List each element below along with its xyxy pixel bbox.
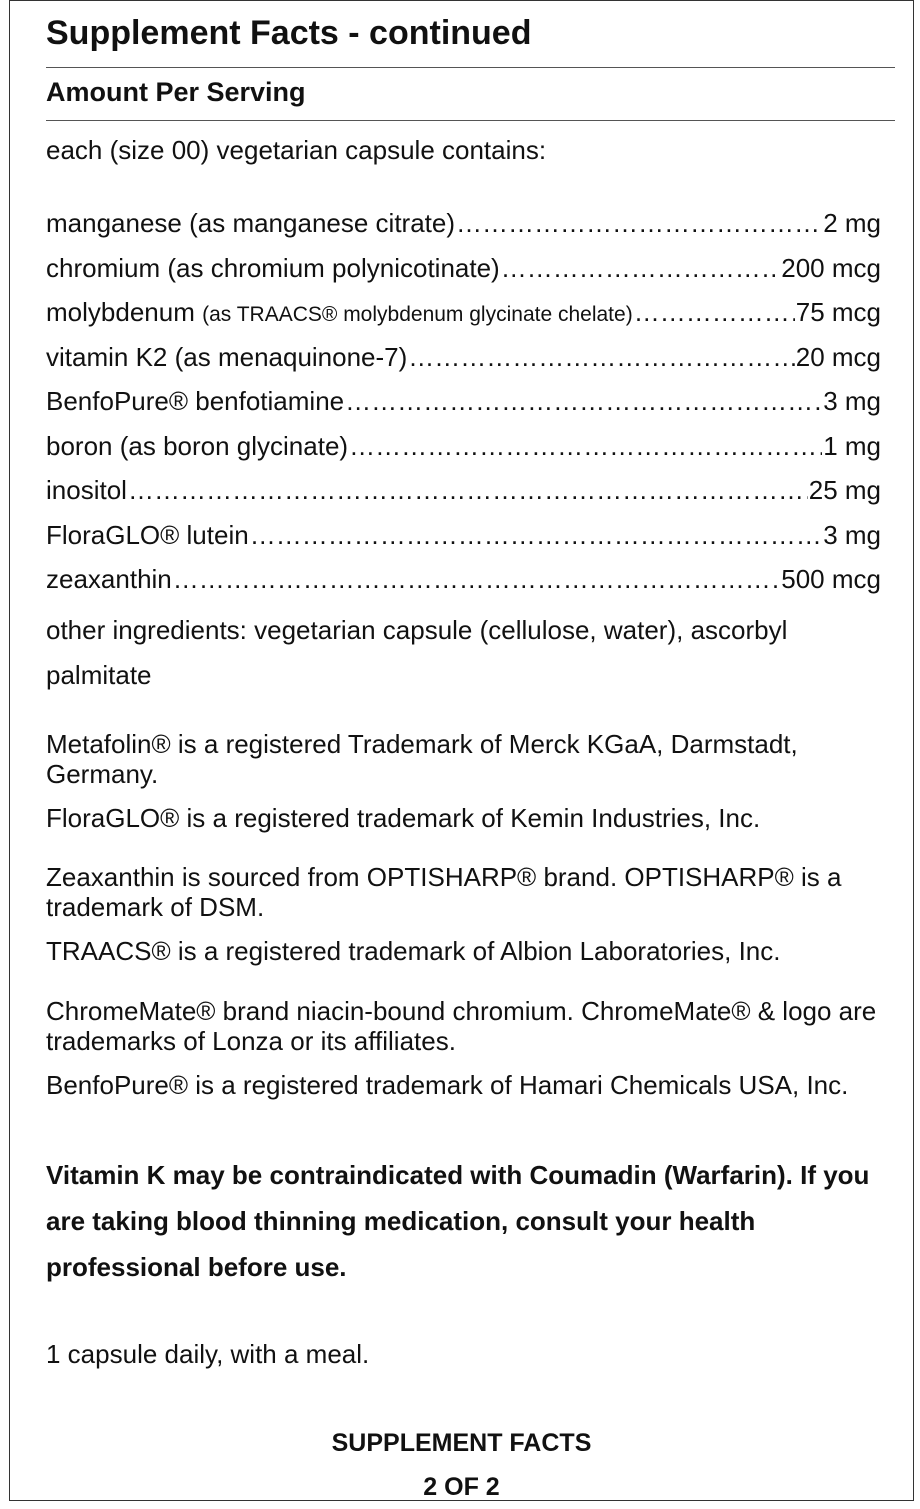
- ingredient-name: inositol: [46, 475, 127, 505]
- leader-dots: [345, 386, 822, 417]
- dosage-directions: 1 capsule daily, with a meal.: [46, 1339, 370, 1369]
- leader-dots: [408, 342, 794, 373]
- ingredient-name: molybdenum (as TRAACS® molybdenum glycinate chelate): [46, 297, 633, 327]
- trademark-note-floraglo: FloraGLO® is a registered trademark of Kemin Industries, Inc.: [46, 803, 761, 833]
- divider-top: [46, 67, 895, 68]
- page-indicator: 2 OF 2: [423, 1473, 500, 1501]
- ingredient-row-chromium: [46, 253, 881, 285]
- ingredient-amount: 500 mcg: [781, 564, 881, 594]
- ingredient-amount: 3 mg: [823, 520, 881, 550]
- ingredient-row-vitamin-k2: [46, 342, 881, 374]
- divider-amount: [46, 120, 895, 121]
- vitamin-k-warning: Vitamin K may be contraindicated with Coumadin (Warfarin). If you are taking blood thinning medication, consult your health professional before use.: [46, 1160, 870, 1282]
- other-ingredients: other ingredients: vegetarian capsule (cellulose, water), ascorbyl palmitate: [46, 615, 788, 690]
- ingredient-row-lutein: [46, 520, 881, 552]
- ingredient-name: boron (as boron glycinate): [46, 431, 349, 461]
- leader-dots: [128, 475, 808, 506]
- ingredient-amount: 1 mg: [823, 431, 881, 461]
- ingredient-amount: 25 mg: [808, 475, 881, 505]
- leader-dots: [456, 208, 822, 239]
- ingredient-name: FloraGLO® lutein: [46, 520, 249, 550]
- trademark-note-benfopure: BenfoPure® is a registered trademark of Hamari Chemicals USA, Inc.: [46, 1070, 849, 1100]
- ingredient-amount: 200 mcg: [781, 253, 881, 283]
- ingredient-row-zeaxanthin: [46, 564, 881, 596]
- panel-title: Supplement Facts - continued: [46, 14, 532, 52]
- trademark-note-optisharp: Zeaxanthin is sourced from OPTISHARP® brand. OPTISHARP® is a trademark of DSM.: [46, 862, 842, 922]
- ingredient-name: BenfoPure® benfotiamine: [46, 386, 345, 416]
- leader-dots: [349, 431, 822, 462]
- ingredient-amount: 75 mcg: [795, 297, 881, 327]
- ingredient-source-detail: (as TRAACS® molybdenum glycinate chelate): [202, 303, 633, 326]
- ingredient-name: chromium (as chromium polynicotinate): [46, 253, 500, 283]
- ingredient-amount: 3 mg: [823, 386, 881, 416]
- amount-per-serving-heading: Amount Per Serving: [46, 77, 306, 107]
- trademark-note-chromemate: ChromeMate® brand niacin-bound chromium. ChromeMate® & logo are trademarks of Lonza or its affiliates.: [46, 996, 877, 1056]
- leader-dots: [634, 297, 795, 328]
- ingredient-name: zeaxanthin: [46, 564, 172, 594]
- ingredient-row-benfotiamine: [46, 386, 881, 418]
- ingredient-row-manganese: [46, 208, 881, 240]
- trademark-note-traacs: TRAACS® is a registered trademark of Albion Laboratories, Inc.: [46, 936, 781, 966]
- footer-label: SUPPLEMENT FACTS: [331, 1429, 592, 1457]
- ingredient-amount: 2 mg: [823, 208, 881, 238]
- trademark-note-metafolin: Metafolin® is a registered Trademark of Merck KGaA, Darmstadt, Germany.: [46, 729, 798, 789]
- ingredient-name: vitamin K2 (as menaquinone-7): [46, 342, 408, 372]
- ingredient-row-inositol: [46, 475, 881, 507]
- capsule-contents-note: each (size 00) vegetarian capsule contains:: [46, 135, 547, 165]
- ingredient-name: manganese (as manganese citrate): [46, 208, 456, 238]
- ingredient-row-boron: [46, 431, 881, 463]
- leader-dots: [250, 520, 823, 551]
- ingredient-amount: 20 mcg: [795, 342, 881, 372]
- leader-dots: [173, 564, 781, 595]
- leader-dots: [501, 253, 781, 284]
- ingredient-row-molybdenum: [46, 297, 881, 329]
